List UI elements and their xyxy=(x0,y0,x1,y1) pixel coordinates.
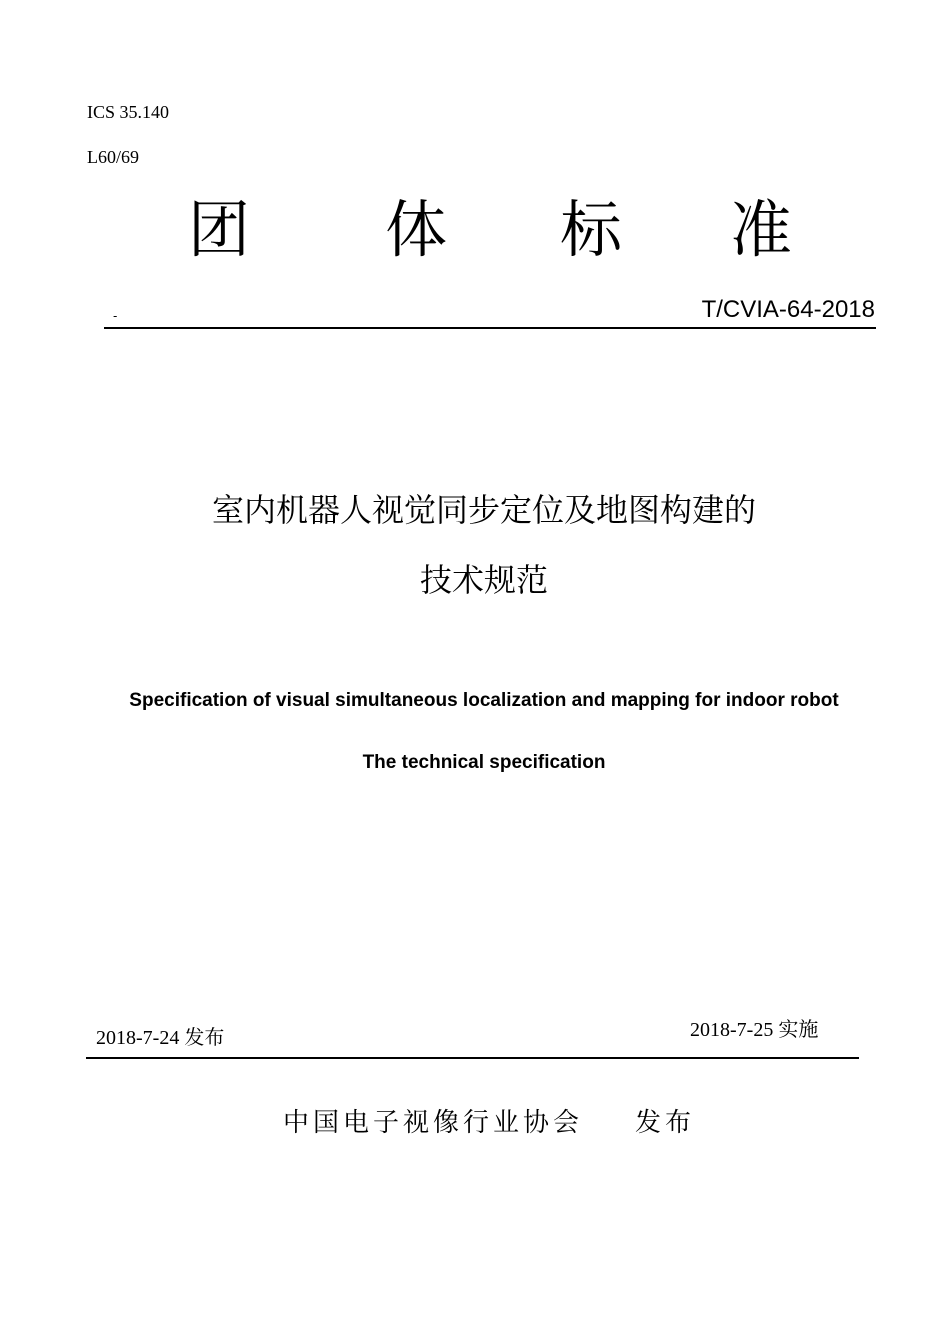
publisher-issued-label: 发布 xyxy=(635,1108,696,1137)
standard-type-char: 团 xyxy=(188,193,251,266)
issue-date: 2018-7-24 发布 xyxy=(96,1027,225,1049)
english-title-line-1: Specification of visual simultaneous localization and mapping for indoor robot xyxy=(129,690,839,711)
implementation-date: 2018-7-25 实施 xyxy=(690,1019,819,1041)
standard-type-char: 体 xyxy=(385,193,448,266)
top-divider xyxy=(104,327,876,329)
publisher-line xyxy=(283,1107,695,1139)
english-title-line-2: The technical specification xyxy=(362,752,606,773)
chinese-title-line-2: 技术规范 xyxy=(419,562,548,598)
publisher-name: 中国电子视像行业协会 xyxy=(283,1108,584,1137)
small-mark: - xyxy=(113,309,118,323)
standard-type-char: 标 xyxy=(560,193,623,266)
standard-type-heading xyxy=(0,190,950,270)
bottom-divider xyxy=(86,1057,859,1059)
ccs-code: L60/69 xyxy=(87,147,139,167)
chinese-title-line-1: 室内机器人视觉同步定位及地图构建的 xyxy=(211,492,756,528)
standard-code: T/CVIA-64-2018 xyxy=(701,296,875,323)
standard-type-char: 准 xyxy=(730,193,793,266)
ics-code: ICS 35.140 xyxy=(87,102,170,122)
